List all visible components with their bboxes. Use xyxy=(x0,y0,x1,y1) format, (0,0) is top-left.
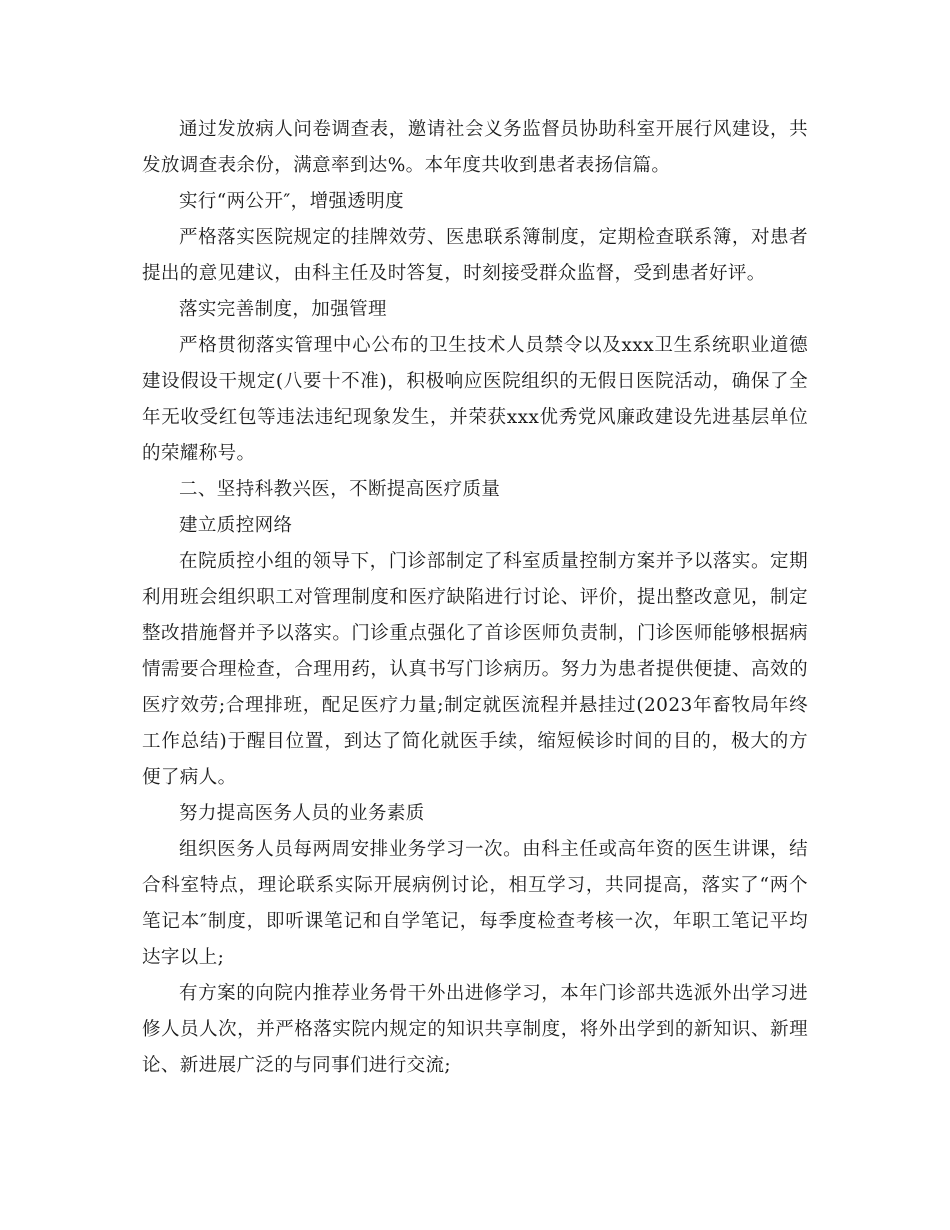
paragraph-survey-results: 通过发放病人问卷调查表，邀请社会义务监督员协助科室开展行风建设，共发放调查表余份，满意率到达%。本年度共收到患者表扬信篇。 xyxy=(142,119,808,176)
paragraph-contact-book: 严格落实医院规定的挂牌效劳、医患联系簿制度，定期检查联系簿，对患者提出的意见建议，由科主任及时答复，时刻接受群众监督，受到患者好评。 xyxy=(142,227,808,284)
heading-improve-system: 落实完善制度，加强管理 xyxy=(179,299,387,320)
paragraph-ethics-rules: 严格贯彻落实管理中心公布的卫生技术人员禁令以及xxx卫生系统职业道德建设假设干规定(八要十不准)，积极响应医院组织的无假日医院活动，确保了全年无收受红包等违法违纪现象发生，并荣获xxx优秀党风廉政建设先进基层单位的荣耀称号。 xyxy=(142,335,808,464)
heading-section-two: 二、坚持科教兴医，不断提高医疗质量 xyxy=(179,479,501,500)
paragraph-advanced-training: 有方案的向院内推荐业务骨干外出进修学习，本年门诊部共选派外出学习进修人员人次，并严格落实院内规定的知识共享制度，将外出学到的新知识、新理论、新进展广泛的与同事们进行交流; xyxy=(142,983,808,1076)
paragraph-staff-study: 组织医务人员每两周安排业务学习一次。由科主任或高年资的医生讲课，结合科室特点，理论联系实际开展病例讨论，相互学习，共同提高，落实了“两个笔记本″制度，即听课笔记和自学笔记，每季度检查考核一次，年职工笔记平均达字以上; xyxy=(142,839,808,968)
paragraph-quality-control: 在院质控小组的领导下，门诊部制定了科室质量控制方案并予以落实。定期利用班会组织职工对管理制度和医疗缺陷进行讨论、评价，提出整改意见，制定整改措施督并予以落实。门诊重点强化了首诊医师负责制，门诊医师能够根据病情需要合理检查，合理用药，认真书写门诊病历。努力为患者提供便捷、高效的医疗效劳;合理排班，配足医疗力量;制定就医流程并悬挂过(2023年畜牧局年终工作总结)于醒目位置，到达了简化就医手续，缩短候诊时间的目的，极大的方便了病人。 xyxy=(142,551,808,788)
document-body xyxy=(142,112,808,1084)
heading-staff-quality: 努力提高医务人员的业务素质 xyxy=(179,803,425,824)
heading-two-publics: 实行“两公开″，增强透明度 xyxy=(179,191,405,212)
heading-quality-network: 建立质控网络 xyxy=(179,515,293,536)
